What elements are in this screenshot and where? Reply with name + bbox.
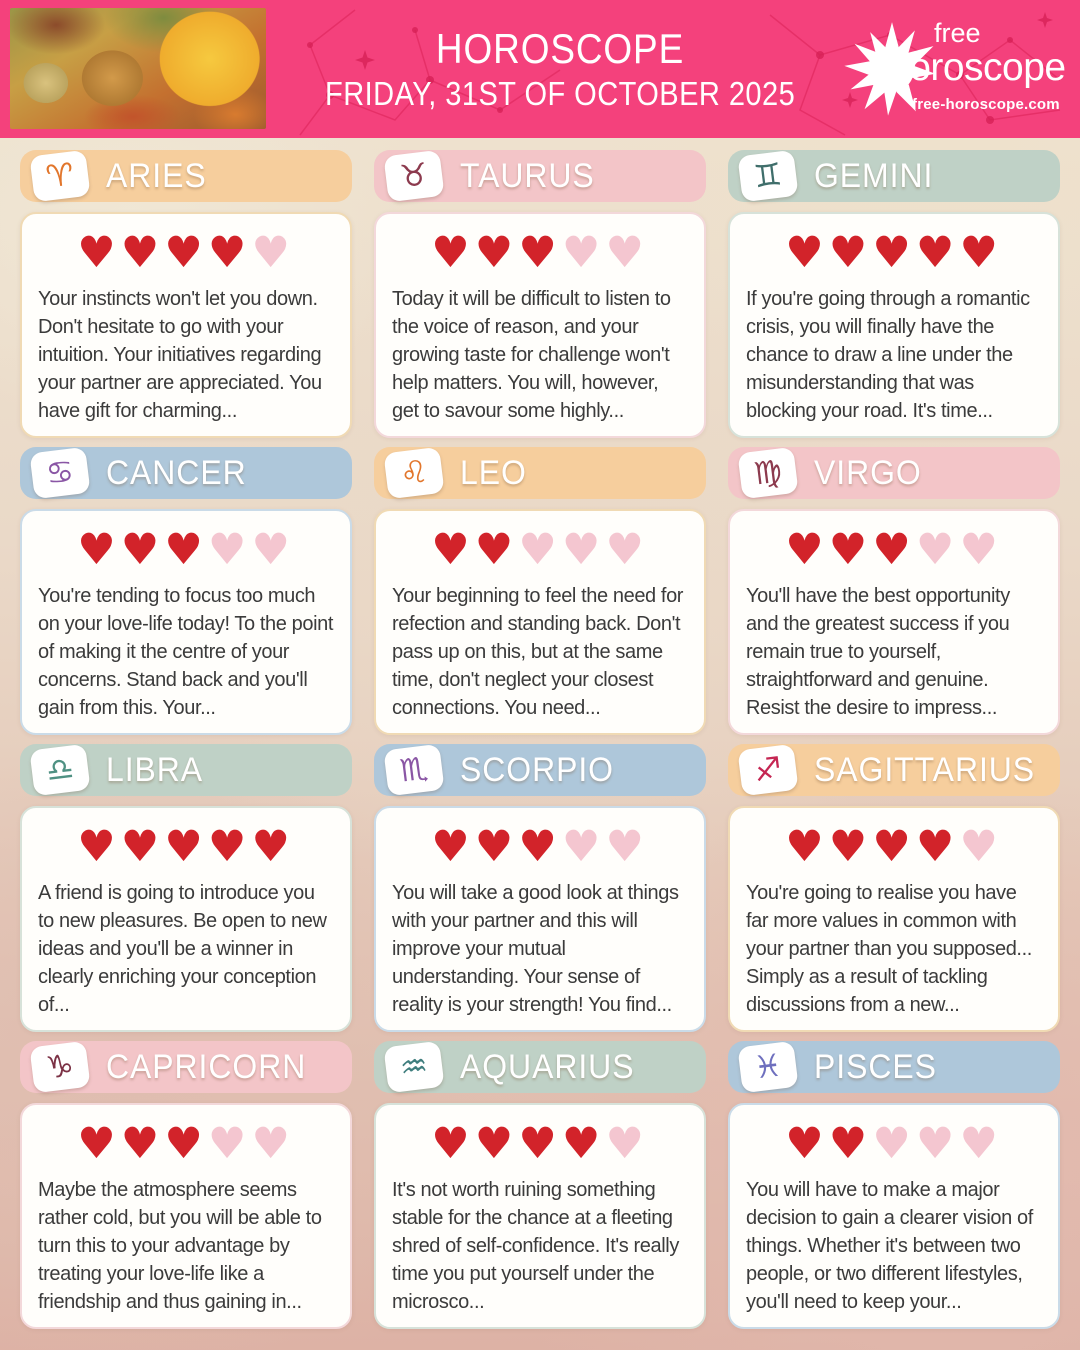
autumn-pumpkins-photo [10,8,266,129]
heart-filled-icon: ♥ [828,228,873,278]
sign-icon-sticker [383,150,444,202]
heart-empty-icon: ♥ [915,525,960,575]
heart-filled-icon: ♥ [785,1119,829,1169]
logo-horoscope-text: horoscope [888,46,1066,89]
sign-header [374,1041,706,1093]
sagittarius-bow-icon: ♐ [751,749,784,790]
cancer-crab-icon: ♋ [43,452,76,493]
sign-name: SCORPIO [460,750,614,789]
rating-hearts [746,822,1042,872]
heart-empty-icon: ♥ [959,822,1003,872]
heart-filled-icon: ♥ [120,525,165,575]
heart-empty-icon: ♥ [518,525,562,575]
sign-card [20,150,352,438]
logo-free-text: free [934,18,981,48]
rating-hearts [38,525,334,575]
rating-hearts [392,228,688,278]
heart-filled-icon: ♥ [77,525,121,575]
page-date: FRIDAY, 31ST OF OCTOBER 2025 [324,75,796,112]
sign-text: You'll have the best opportunity and the greatest success if you remain true to yourself, straightforward and genuine. Resist the desire to impress... [746,585,1010,719]
sign-body [20,806,352,1032]
heart-filled-icon: ♥ [164,822,208,872]
heart-filled-icon: ♥ [474,228,519,278]
heart-filled-icon: ♥ [872,525,916,575]
sign-text: Your beginning to feel the need for refection and standing back. Don't pass up on this, but at the same time, don't neglect your closest connections. You need... [392,585,684,719]
heart-filled-icon: ♥ [828,1119,873,1169]
sign-body [374,509,706,735]
sign-icon-sticker [737,744,798,796]
sign-icon-sticker [383,1041,444,1093]
sign-card [374,150,706,438]
leo-lion-icon: ♌ [397,452,430,493]
heart-filled-icon: ♥ [164,1119,208,1169]
heart-empty-icon: ♥ [207,525,252,575]
sign-icon-sticker [29,150,90,202]
heart-empty-icon: ♥ [915,1119,960,1169]
heart-empty-icon: ♥ [605,228,649,278]
rating-hearts [392,822,688,872]
sign-card [728,744,1060,1032]
sign-body [374,1103,706,1329]
heart-empty-icon: ♥ [561,228,606,278]
heart-filled-icon: ♥ [207,228,252,278]
libra-scales-icon: ♎ [43,749,76,790]
sign-name: CAPRICORN [106,1047,307,1086]
heart-filled-icon: ♥ [561,1119,606,1169]
aries-ram-icon: ♈ [43,155,76,196]
heart-empty-icon: ♥ [251,525,295,575]
sign-name: PISCES [814,1047,937,1086]
heart-empty-icon: ♥ [207,1119,252,1169]
sign-body [728,509,1060,735]
sign-card [728,150,1060,438]
heart-filled-icon: ♥ [431,228,475,278]
heart-empty-icon: ♥ [251,1119,295,1169]
pisces-fish-icon: ♓ [751,1046,784,1087]
rating-hearts [392,1119,688,1169]
sign-name: TAURUS [460,156,595,195]
heart-empty-icon: ♥ [605,525,649,575]
page-title: HOROSCOPE [435,25,685,72]
sign-text: Maybe the atmosphere seems rather cold, but you will be able to turn this to your advantage by treating your love-life like a friendship and thus gaining in... [38,1179,322,1313]
sign-name: LEO [460,453,527,492]
sign-text: A friend is going to introduce you to new pleasures. Be open to new ideas and you'll be a winner in clearly enriching your conception of... [38,882,327,1016]
heart-filled-icon: ♥ [164,525,208,575]
heart-filled-icon: ♥ [872,228,916,278]
sign-icon-sticker [383,447,444,499]
heart-filled-icon: ♥ [785,228,829,278]
sign-icon-sticker [383,744,444,796]
sign-card [374,744,706,1032]
sign-text: Your instincts won't let you down. Don't hesitate to go with your intuition. Your initiatives regarding your partner are appreciated. You have gift for charming... [38,288,322,422]
heart-filled-icon: ♥ [518,1119,562,1169]
sign-icon-sticker [29,447,90,499]
heart-filled-icon: ♥ [207,822,252,872]
sign-header [20,744,352,796]
sign-text: If you're going through a romantic crisis, you will finally have the chance to draw a line under the misunderstanding that was blocking your road. It's time... [746,288,1030,422]
heart-filled-icon: ♥ [431,822,475,872]
sign-name: VIRGO [814,453,922,492]
gemini-masks-icon: ♊ [751,155,784,196]
rating-hearts [746,228,1042,278]
heart-empty-icon: ♥ [959,525,1003,575]
sign-text: You will have to make a major decision to gain a clearer vision of things. Whether it's between two people, or two different lifestyles, you'll need to keep your... [746,1179,1033,1313]
sign-card [728,1041,1060,1329]
sign-body [20,1103,352,1329]
aquarius-jug-icon: ♒ [397,1046,430,1087]
sign-icon-sticker [737,447,798,499]
sign-header [20,1041,352,1093]
heart-filled-icon: ♥ [251,822,295,872]
logo-website-url: free-horoscope.com [912,96,1060,113]
heart-filled-icon: ♥ [518,228,562,278]
sign-body [374,806,706,1032]
sign-header [728,744,1060,796]
sign-body [728,212,1060,438]
heart-filled-icon: ♥ [828,822,873,872]
sign-card [20,744,352,1032]
heart-empty-icon: ♥ [561,822,606,872]
sign-header [374,744,706,796]
sign-name: AQUARIUS [460,1047,635,1086]
rating-hearts [392,525,688,575]
heart-filled-icon: ♥ [120,822,165,872]
heart-filled-icon: ♥ [785,822,829,872]
heart-filled-icon: ♥ [785,525,829,575]
heart-filled-icon: ♥ [431,525,475,575]
rating-hearts [38,228,334,278]
heart-filled-icon: ♥ [120,1119,165,1169]
rating-hearts [746,1119,1042,1169]
sign-header [20,447,352,499]
heart-filled-icon: ♥ [828,525,873,575]
signs-grid [20,150,1060,1329]
heart-empty-icon: ♥ [872,1119,916,1169]
heart-filled-icon: ♥ [518,822,562,872]
rating-hearts [746,525,1042,575]
heart-filled-icon: ♥ [77,822,121,872]
free-horoscope-logo [848,10,1070,128]
sign-icon-sticker [737,150,798,202]
heart-filled-icon: ♥ [872,822,916,872]
sign-name: ARIES [106,156,207,195]
heart-filled-icon: ♥ [77,1119,121,1169]
sign-card [728,447,1060,735]
heart-empty-icon: ♥ [959,1119,1003,1169]
heart-filled-icon: ♥ [120,228,165,278]
sign-text: It's not worth ruining something stable for the chance at a fleeting shred of self-confidence. It's really time you put yourself under the microsco... [392,1179,679,1313]
sign-header [374,150,706,202]
heart-filled-icon: ♥ [959,228,1003,278]
sign-body [20,212,352,438]
scorpio-scorpion-icon: ♏ [397,749,430,790]
heart-empty-icon: ♥ [605,822,649,872]
heart-empty-icon: ♥ [561,525,606,575]
sign-card [20,1041,352,1329]
heart-empty-icon: ♥ [605,1119,649,1169]
heart-filled-icon: ♥ [164,228,208,278]
sign-header [728,1041,1060,1093]
sign-name: SAGITTARIUS [814,750,1036,789]
sign-card [374,447,706,735]
sign-text: Today it will be difficult to listen to the voice of reason, and your growing taste for challenge won't help matters. You will, however, get to savour some highly... [392,288,671,422]
sign-text: You're going to realise you have far more values in common with your partner than you supposed... Simply as a result of tackling discussions from a new... [746,882,1032,1016]
heart-empty-icon: ♥ [251,228,295,278]
banner [0,0,1080,138]
sign-card [374,1041,706,1329]
sign-card [20,447,352,735]
sign-text: You will take a good look at things with your partner and this will improve your mutual understanding. Your sense of reality is your strength! You find... [392,882,679,1016]
heart-filled-icon: ♥ [915,822,960,872]
sign-body [728,1103,1060,1329]
sign-icon-sticker [737,1041,798,1093]
capricorn-goat-icon: ♑ [43,1046,76,1087]
rating-hearts [38,1119,334,1169]
virgo-maiden-icon: ♍ [751,452,784,493]
heart-filled-icon: ♥ [431,1119,475,1169]
sign-name: GEMINI [814,156,934,195]
sign-icon-sticker [29,1041,90,1093]
sign-body [20,509,352,735]
sign-body [728,806,1060,1032]
sign-header [20,150,352,202]
heart-filled-icon: ♥ [915,228,960,278]
sign-header [728,447,1060,499]
heart-filled-icon: ♥ [77,228,121,278]
heart-filled-icon: ♥ [474,1119,519,1169]
sign-text: You're tending to focus too much on your love-life today! To the point of making it the centre of your concerns. Stand back and you'll gain from this. Your... [38,585,334,719]
sign-icon-sticker [29,744,90,796]
rating-hearts [38,822,334,872]
sign-body [374,212,706,438]
banner-titles [290,0,830,138]
sign-header [728,150,1060,202]
sign-header [374,447,706,499]
heart-filled-icon: ♥ [474,822,519,872]
sign-name: CANCER [106,453,247,492]
sign-name: LIBRA [106,750,204,789]
heart-filled-icon: ♥ [474,525,519,575]
taurus-bull-icon: ♉ [397,155,430,196]
